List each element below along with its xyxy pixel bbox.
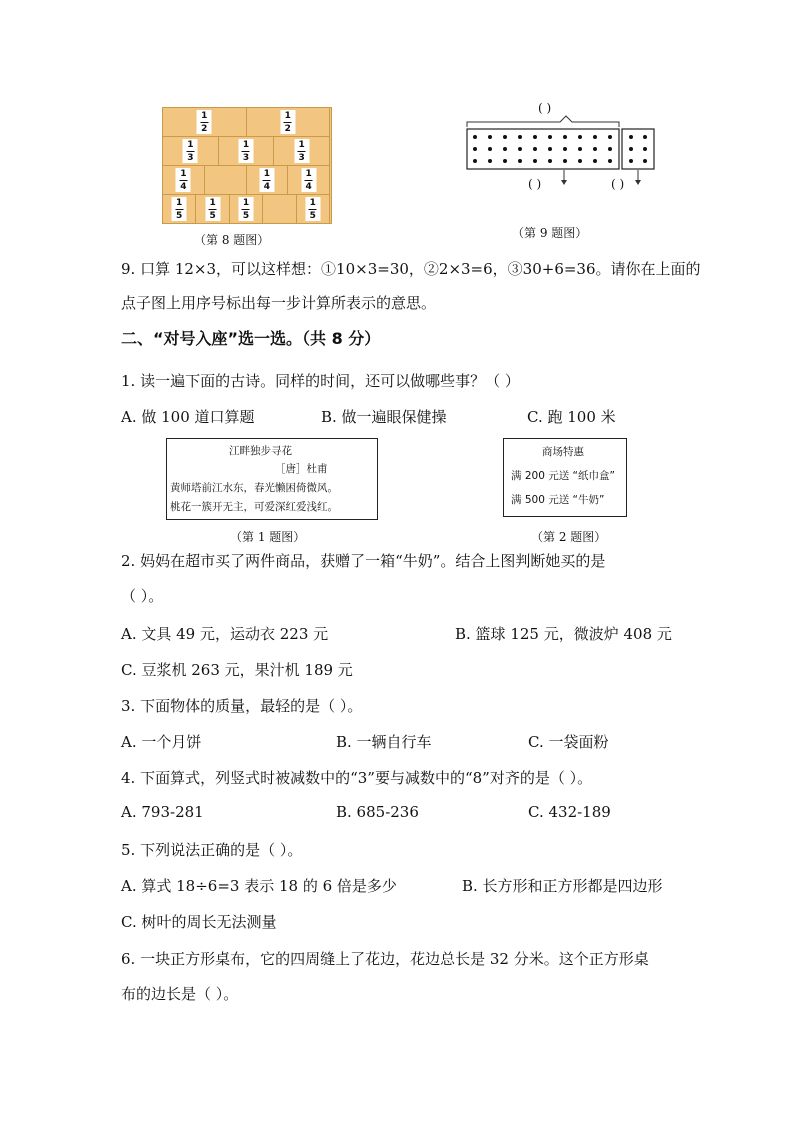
fraction-bar-line <box>284 122 292 123</box>
promo-caption: （第 2 题图） <box>531 530 607 544</box>
dot <box>518 147 522 151</box>
fraction-bar-line <box>186 151 194 152</box>
dot <box>563 135 567 139</box>
q9-line2: 点子图上用序号标出每一步计算所表示的意思。 <box>121 294 437 312</box>
fraction-numerator: 1 <box>209 197 216 208</box>
fraction-label <box>176 168 191 192</box>
fraction-cell <box>163 108 247 137</box>
dot <box>578 135 582 139</box>
dot <box>503 159 507 163</box>
q1-option-b: B. 做一遍眼保健操 <box>321 408 447 426</box>
fraction-bar-line <box>209 209 217 210</box>
q2-option-b: B. 篮球 125 元，微波炉 408 元 <box>455 625 672 643</box>
fraction-cell <box>205 166 247 195</box>
poem-line-2: 桃花一簇开无主，可爱深红爱浅红。 <box>170 501 338 513</box>
fraction-row <box>163 137 331 166</box>
dot <box>473 135 477 139</box>
fraction-cell <box>219 137 275 166</box>
fraction-bar-line <box>242 151 250 152</box>
fraction-row <box>163 195 331 224</box>
fraction-bar-line <box>200 122 208 123</box>
q5-option-c: C. 树叶的周长无法测量 <box>121 913 277 931</box>
fraction-label <box>294 139 309 163</box>
fraction-label <box>280 110 295 134</box>
fraction-numerator: 1 <box>187 139 194 150</box>
fraction-numerator: 1 <box>201 110 208 121</box>
dot <box>548 135 552 139</box>
fraction-bar-line <box>263 180 271 181</box>
q2-stem: 2. 妈妈在超市买了两件商品，获赠了一箱“牛奶”。结合上图判断她买的是 <box>121 552 606 570</box>
dot <box>548 159 552 163</box>
promo-box <box>503 438 627 517</box>
fraction-denominator: 4 <box>263 181 270 192</box>
fraction-denominator: 3 <box>298 152 305 163</box>
top-brace <box>467 116 619 127</box>
fraction-label <box>238 139 253 163</box>
q1-option-a: A. 做 100 道口算题 <box>121 408 255 426</box>
q4-stem: 4. 下面算式，列竖式时被减数中的“3”要与减数中的“8”对齐的是（ ）。 <box>121 769 593 787</box>
fraction-numerator: 1 <box>242 139 250 150</box>
fraction-denominator: 4 <box>305 181 312 192</box>
dot <box>488 147 492 151</box>
fraction-cell <box>274 137 330 166</box>
fraction-cell <box>163 137 219 166</box>
q3-option-b: B. 一辆自行车 <box>336 733 432 751</box>
dot <box>578 147 582 151</box>
fraction-label <box>305 197 320 221</box>
q1-stem: 1. 读一遍下面的古诗。同样的时间，还可以做哪些事？（ ） <box>121 372 520 390</box>
fig9-top-blank: ( ) <box>538 101 552 115</box>
fraction-label <box>238 197 253 221</box>
dot <box>533 147 537 151</box>
q3-stem: 3. 下面物体的质量，最轻的是（ ）。 <box>121 697 363 715</box>
q4-option-c: C. 432-189 <box>528 803 611 821</box>
fraction-cell <box>163 195 196 224</box>
q3-option-c: C. 一袋面粉 <box>528 733 609 751</box>
fraction-bars-figure <box>162 107 332 224</box>
dot <box>548 147 552 151</box>
dot <box>473 147 477 151</box>
fraction-numerator: 1 <box>176 197 183 208</box>
fraction-bar-line <box>175 209 183 210</box>
fig9-right-blank: ( ) <box>611 177 625 191</box>
q4-option-b: B. 685-236 <box>336 803 419 821</box>
fraction-numerator: 1 <box>263 168 270 179</box>
q5-option-b: B. 长方形和正方形都是四边形 <box>462 877 663 895</box>
fraction-label <box>259 168 274 192</box>
fraction-cell <box>297 195 330 224</box>
right-dot-box <box>622 129 654 169</box>
dot <box>643 159 647 163</box>
fraction-cell <box>230 195 263 224</box>
dot <box>643 135 647 139</box>
dot <box>643 147 647 151</box>
fraction-denominator: 2 <box>201 123 208 134</box>
fraction-denominator: 5 <box>176 210 183 221</box>
q5-option-a: A. 算式 18÷6=3 表示 18 的 6 倍是多少 <box>121 877 397 895</box>
dot <box>629 135 633 139</box>
section-title: 二、“对号入座”选一选。（共 8 分） <box>121 329 381 348</box>
dot <box>578 159 582 163</box>
promo-line-2: 满 500 元送 “牛奶” <box>511 494 605 506</box>
poem-author: ［唐］杜甫 <box>275 463 328 475</box>
fraction-numerator: 1 <box>298 139 305 150</box>
dot <box>488 135 492 139</box>
dot <box>533 135 537 139</box>
q6-line1: 6. 一块正方形桌布，它的四周缝上了花边，花边总长是 32 分米。这个正方形桌 <box>121 950 649 968</box>
q2-option-a: A. 文具 49 元，运动衣 223 元 <box>121 625 329 643</box>
fig9-caption: （第 9 题图） <box>512 226 588 240</box>
fraction-denominator: 3 <box>242 152 250 163</box>
q2-blank: （ ）。 <box>121 587 164 605</box>
fraction-bar-line <box>309 209 317 210</box>
dot <box>608 135 612 139</box>
fraction-row <box>163 108 331 137</box>
right-arrow-head <box>635 180 641 185</box>
fraction-denominator: 5 <box>209 210 216 221</box>
fraction-bar-line <box>305 180 313 181</box>
q4-option-a: A. 793-281 <box>121 803 204 821</box>
dot <box>533 159 537 163</box>
fraction-bar-line <box>179 180 187 181</box>
fraction-bar-line <box>242 209 250 210</box>
fig8-caption: （第 8 题图） <box>194 233 270 247</box>
dot <box>503 147 507 151</box>
q2-option-c: C. 豆浆机 263 元，果汁机 189 元 <box>121 661 353 679</box>
dot <box>629 159 633 163</box>
fraction-numerator: 1 <box>242 197 250 208</box>
fraction-numerator: 1 <box>305 168 312 179</box>
poem-line-1: 黄师塔前江水东，春光懒困倚微风。 <box>170 482 338 494</box>
promo-line-1: 满 200 元送 “纸巾盒” <box>511 470 615 482</box>
fraction-numerator: 1 <box>284 110 291 121</box>
dot <box>488 159 492 163</box>
fraction-label <box>205 197 220 221</box>
fraction-denominator: 4 <box>180 181 187 192</box>
fig9-left-blank: ( ) <box>528 177 542 191</box>
fraction-label <box>183 139 198 163</box>
poem-title: 江畔独步寻花 <box>229 445 292 457</box>
poem-caption: （第 1 题图） <box>230 530 306 544</box>
poem-box <box>166 438 378 520</box>
dot <box>593 147 597 151</box>
dot <box>473 159 477 163</box>
fraction-row <box>163 166 331 195</box>
fraction-denominator: 2 <box>284 123 291 134</box>
fraction-label <box>301 168 316 192</box>
dot <box>563 147 567 151</box>
fraction-label <box>172 197 187 221</box>
dot <box>608 147 612 151</box>
fraction-cell <box>247 166 289 195</box>
promo-title: 商场特惠 <box>542 446 584 458</box>
q6-line2: 布的边长是（ ）。 <box>121 985 239 1003</box>
dot <box>563 159 567 163</box>
q5-stem: 5. 下列说法正确的是（ ）。 <box>121 841 303 859</box>
dot <box>629 147 633 151</box>
fraction-numerator: 1 <box>180 168 187 179</box>
q3-option-a: A. 一个月饼 <box>121 733 202 751</box>
fraction-numerator: 1 <box>309 197 316 208</box>
dot <box>608 159 612 163</box>
left-arrow-head <box>561 180 567 185</box>
fraction-denominator: 5 <box>242 210 250 221</box>
dot <box>518 135 522 139</box>
dot <box>593 159 597 163</box>
fraction-cell <box>163 166 205 195</box>
dot <box>503 135 507 139</box>
fraction-denominator: 5 <box>309 210 316 221</box>
fraction-denominator: 3 <box>187 152 194 163</box>
q1-option-c: C. 跑 100 米 <box>527 408 616 426</box>
fraction-cell <box>288 166 330 195</box>
fraction-cell <box>196 195 229 224</box>
fraction-bar-line <box>298 151 306 152</box>
fraction-label <box>197 110 212 134</box>
fraction-cell <box>263 195 296 224</box>
dot <box>518 159 522 163</box>
fraction-cell <box>247 108 331 137</box>
dot <box>593 135 597 139</box>
dot-array-figure <box>460 100 670 200</box>
q9-line1: 9. 口算 12×3，可以这样想：①10×3=30，②2×3=6，③30+6=36。请你在上面的 <box>121 260 701 278</box>
